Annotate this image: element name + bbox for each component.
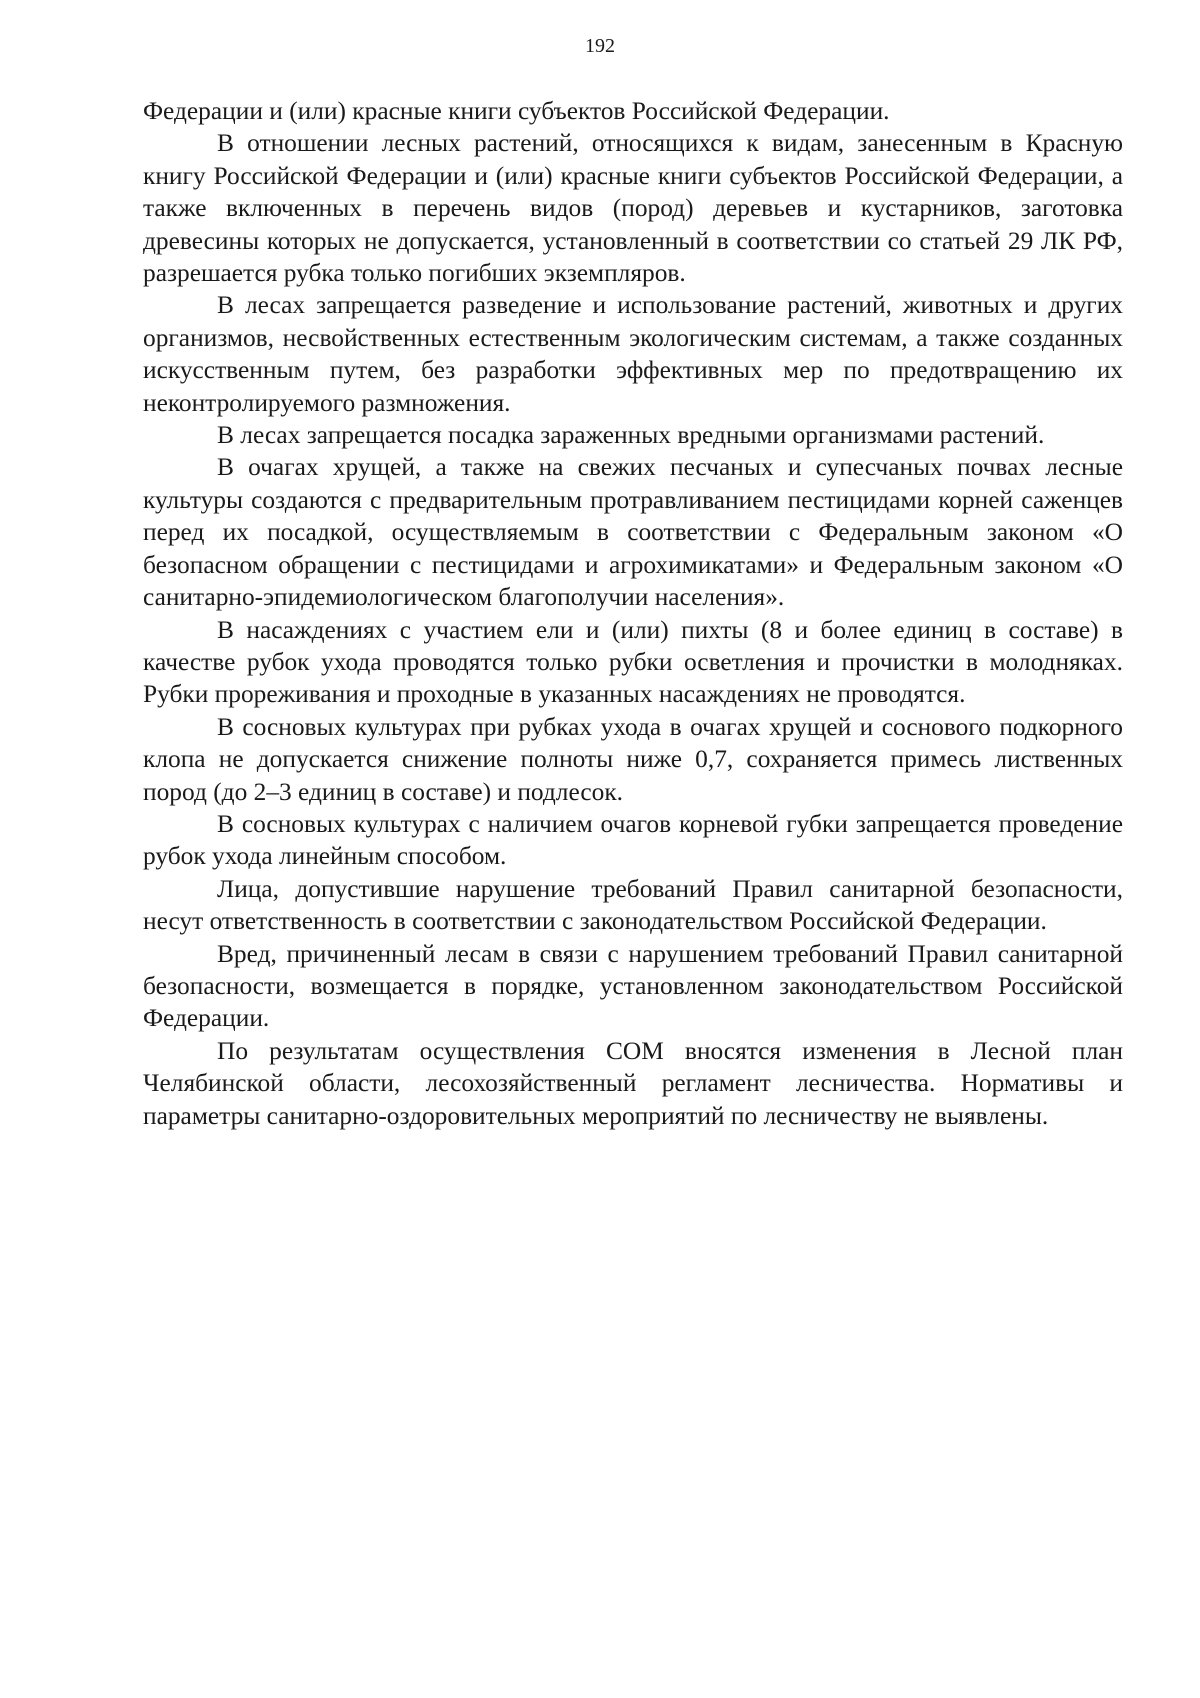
paragraph-red-book-plants: В отношении лесных растений, относящихся к видам, занесенным в Красную книгу Российской Федерации и (или) красные книги субъектов Российской Федерации, а также включенных в перечень видов (пород) деревьев и кустарников, заготовка древесины которых не допускается, установленный в соответствии со статьей 29 ЛК РФ, разрешается рубка только погибших экземпляров. xyxy=(143,129,1123,288)
paragraph-results: По результатам осуществления СОМ вносятся изменения в Лесной план Челябинской области, лесохозяйственный регламент лесничества. Нормативы и параметры санитарно-оздоровительных мероприятий по лесничеству не выявлены. xyxy=(143,1036,1123,1130)
paragraph-pine-cultures-thinning: В сосновых культурах при рубках ухода в очагах хрущей и соснового подкорного клопа не допускается снижение полноты ниже 0,7, сохраняется примесь лиственных пород (до 2–3 единиц в составе) и подлесок. xyxy=(143,712,1123,806)
paragraph-liability: Лица, допустившие нарушение требований Правил санитарной безопасности, несут ответственность в соответствии с законодательством Российской Федерации. xyxy=(143,874,1123,936)
paragraph-alien-organisms: В лесах запрещается разведение и использование растений, животных и других организмов, несвойственных естественным экологическим системам, а также созданных искусственным путем, без разработки эффективных мер по предотвращению их неконтролируемого размножения. xyxy=(143,291,1123,417)
paragraph-continuation: Федерации и (или) красные книги субъектов Российской Федерации. xyxy=(143,97,890,125)
paragraph-spruce-fir-stands: В насаждениях с участием ели и (или) пихты (8 и более единиц в составе) в качестве рубок ухода проводятся только рубки осветления и прочистки в молодняках. Рубки прореживания и проходные в указанных насаждениях не проводятся. xyxy=(143,615,1123,709)
document-body xyxy=(143,95,1123,1132)
paragraph-beetle-foci: В очагах хрущей, а также на свежих песчаных и супесчаных почвах лесные культуры создаются с предварительным протравливанием пестицидами корней саженцев перед их посадкой, осуществляемым в соответствии с Федеральным законом «О безопасном обращении с пестицидами и агрохимикатами» и Федеральным законом «О санитарно-эпидемиологическом благополучии населения». xyxy=(143,453,1123,612)
page-number: 192 xyxy=(585,35,615,57)
paragraph-infected-planting: В лесах запрещается посадка зараженных вредными организмами растений. xyxy=(217,421,1045,450)
paragraph-damage-compensation: Вред, причиненный лесам в связи с нарушением требований Правил санитарной безопасности, возмещается в порядке, установленном законодательством Российской Федерации. xyxy=(143,939,1123,1033)
paragraph-root-fungus: В сосновых культурах с наличием очагов корневой губки запрещается проведение рубок ухода линейным способом. xyxy=(143,809,1123,871)
